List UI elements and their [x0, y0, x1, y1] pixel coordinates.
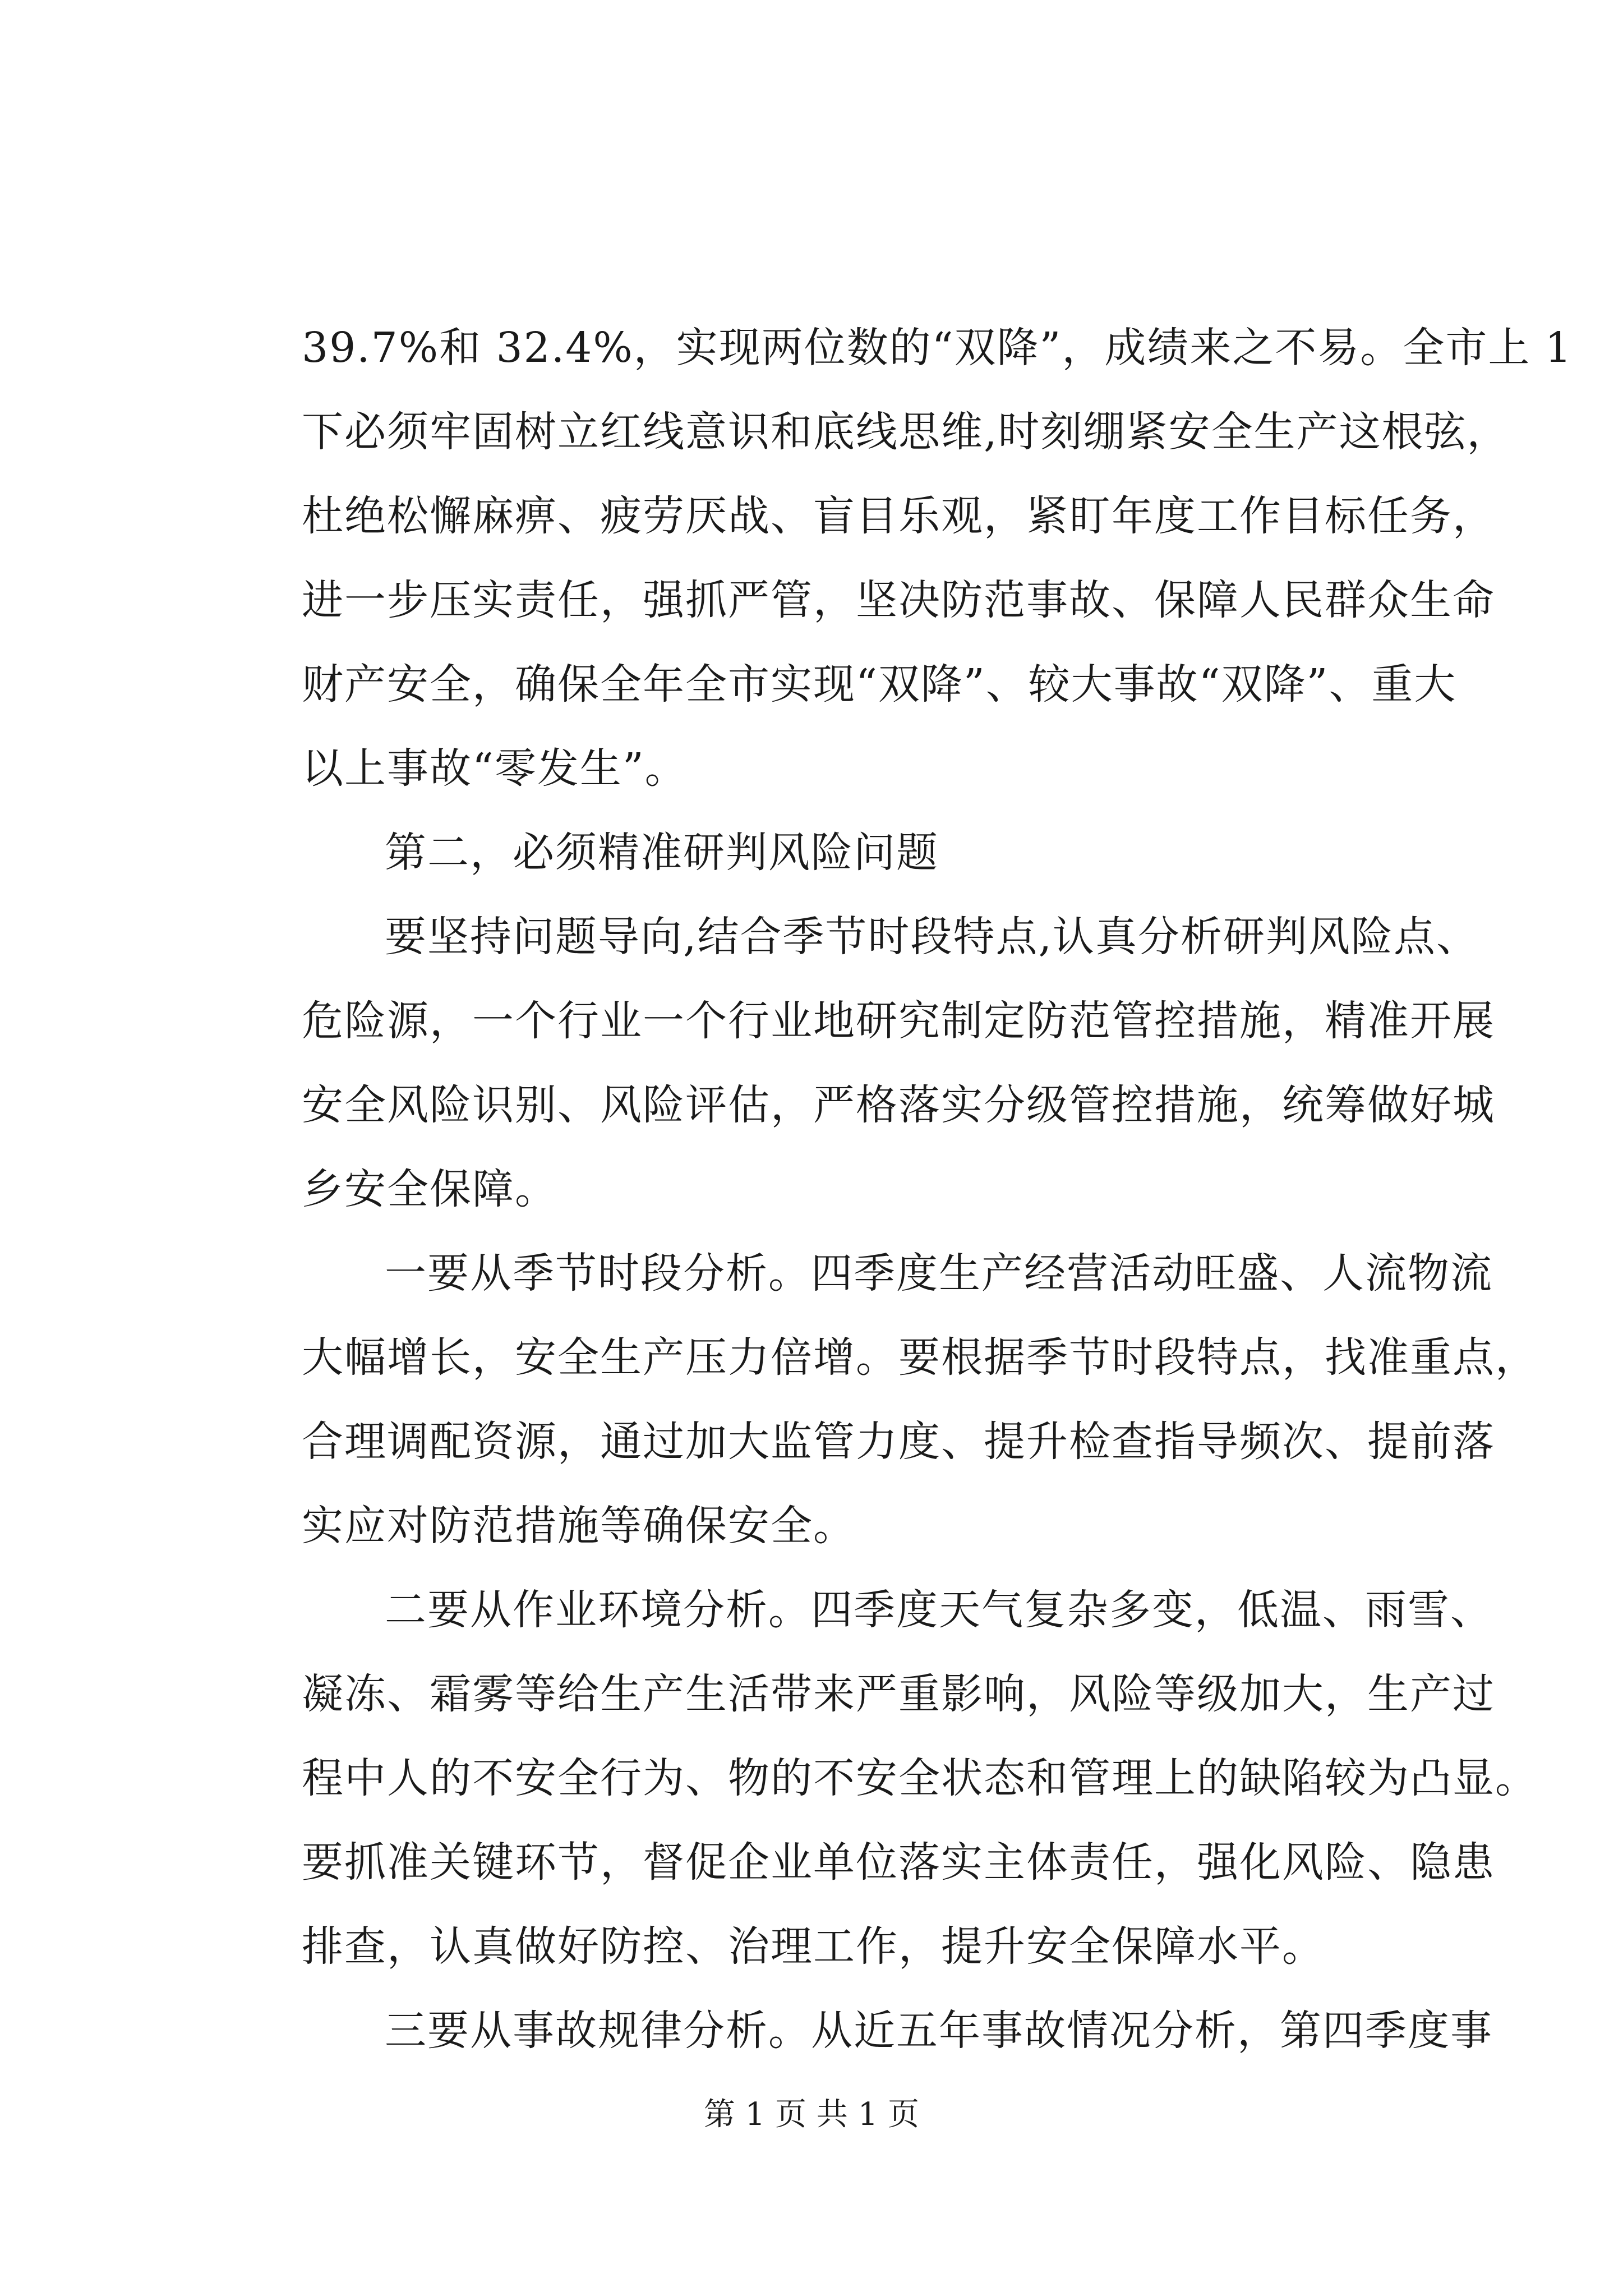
paragraph-line: 安全风险识别、风险评估，严格落实分级管控措施，统筹做好城	[302, 1081, 1495, 1129]
paragraph-line: 二要从作业环境分析。四季度天气复杂多变，低温、雨雪、	[385, 1586, 1493, 1634]
paragraph-line: 实应对防范措施等确保安全。	[302, 1502, 856, 1550]
paragraph-line: 下必须牢固树立红线意识和底线思维,时刻绷紧安全生产这根弦，	[302, 408, 1510, 456]
paragraph-line: 以上事故“零发生”。	[302, 744, 688, 793]
paragraph-line: 财产安全，确保全年全市实现“双降”、较大事故“双降”、重大	[302, 660, 1457, 708]
paragraph-line: 排查，认真做好防控、治理工作，提升安全保障水平。	[302, 1922, 1325, 1971]
paragraph-line: 要坚持问题导向,结合季节时段特点,认真分析研判风险点、	[385, 913, 1479, 961]
paragraph-line: 合理调配资源，通过加大监管力度、提升检查指导频次、提前落	[302, 1418, 1495, 1466]
paragraph-line: 三要从事故规律分析。从近五年事故情况分析，第四季度事	[385, 2007, 1493, 2055]
paragraph-line: 程中人的不安全行为、物的不安全状态和管理上的缺陷较为凸显。	[302, 1754, 1538, 1802]
paragraph-line: 一要从季节时段分析。四季度生产经营活动旺盛、人流物流	[385, 1249, 1493, 1297]
paragraph-line: 危险源，一个行业一个行业地研究制定防范管控措施，精准开展	[302, 997, 1495, 1045]
paragraph-line: 要抓准关键环节，督促企业单位落实主体责任，强化风险、隐患	[302, 1838, 1495, 1887]
paragraph-line: 杜绝松懈麻痹、疲劳厌战、盲目乐观，紧盯年度工作目标任务，	[302, 492, 1495, 540]
paragraph-line: 乡安全保障。	[302, 1165, 557, 1213]
paragraph-line: 进一步压实责任，强抓严管，坚决防范事故、保障人民群众生命	[302, 576, 1495, 624]
page-number-label: 第 1 页 共 1 页	[703, 2096, 920, 2133]
paragraph-line: 大幅增长，安全生产压力倍增。要根据季节时段特点，找准重点，	[302, 1333, 1538, 1382]
paragraph-line: 凝冻、霜雾等给生产生活带来严重影响，风险等级加大，生产过	[302, 1670, 1495, 1718]
document-body	[302, 306, 1573, 2073]
section-heading: 第二，必须精准研判风险问题	[385, 829, 939, 877]
paragraph-line: 39.7%和 32.4%，实现两位数的“双降”，成绩来之不易。全市上 1	[302, 324, 1573, 372]
page-footer	[0, 2095, 1623, 2134]
